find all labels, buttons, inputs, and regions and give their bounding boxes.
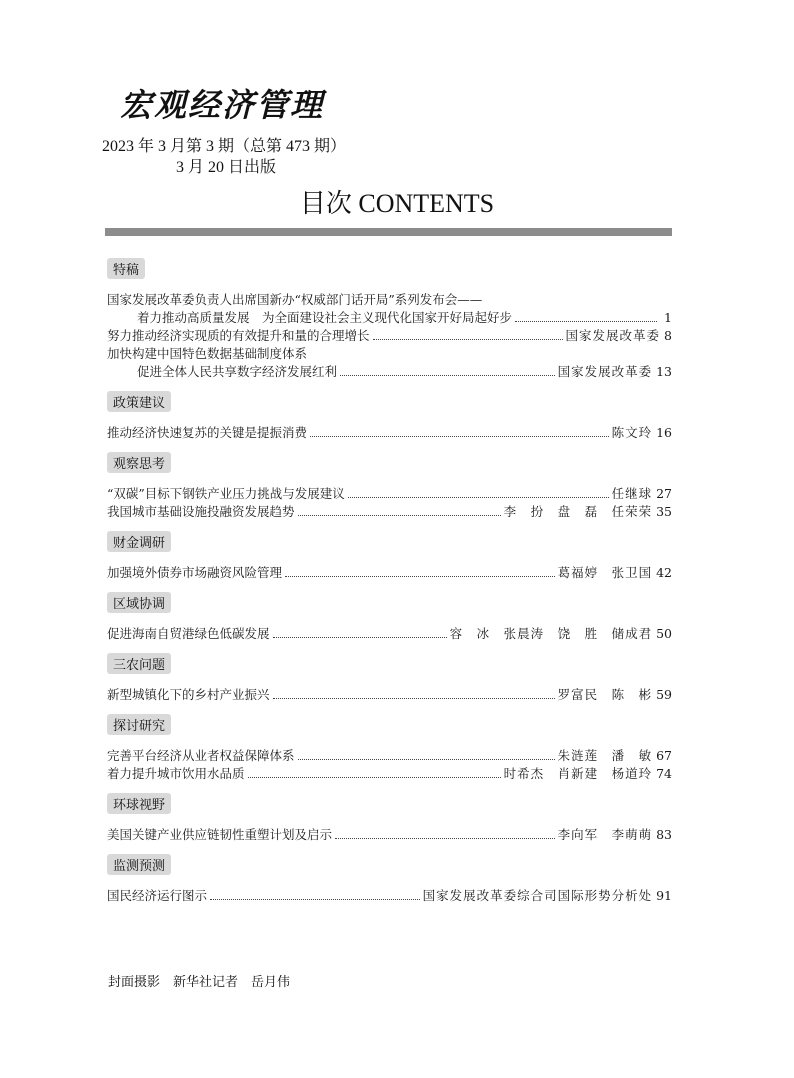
- section-label: 观察思考: [107, 452, 171, 473]
- article-author: 任继球: [611, 486, 653, 501]
- article-author: 容 冰 张晨涛 饶 胜 储成君: [449, 626, 653, 641]
- contents-title: 目次 CONTENTS: [299, 189, 495, 218]
- issue-info: 2023 年 3 月第 3 期（总第 473 期）: [102, 138, 347, 155]
- toc-section: [107, 714, 672, 783]
- toc-entry-line: [107, 363, 672, 381]
- page-number: 16: [656, 425, 672, 440]
- toc-section: [107, 854, 672, 905]
- article-author: 时希杰 肖新建 杨道玲: [503, 766, 653, 781]
- toc-section: [107, 452, 672, 521]
- article-title: 着力推动高质量发展 为全面建设社会主义现代化国家开好局起好步: [137, 310, 513, 325]
- toc-entry[interactable]: [107, 686, 672, 704]
- page-number: 91: [656, 888, 672, 903]
- toc-section: [107, 653, 672, 704]
- dot-leader: [340, 375, 555, 376]
- toc-entry-line: [107, 887, 672, 905]
- toc-entry[interactable]: [107, 424, 672, 442]
- page-number: 50: [656, 626, 672, 641]
- page-number: 42: [656, 565, 672, 580]
- page-number: 59: [656, 687, 672, 702]
- article-title: 促进海南自贸港绿色低碳发展: [107, 626, 270, 641]
- article-author: 陈文玲: [611, 425, 653, 440]
- cover-photo-credit: 封面摄影 新华社记者 岳月伟: [108, 975, 291, 990]
- article-title: 努力推动经济实现质的有效提升和量的合理增长: [107, 328, 370, 343]
- article-title: 加快构建中国特色数据基础制度体系: [107, 346, 308, 361]
- journal-masthead: 宏观经济管理: [120, 86, 325, 124]
- section-label: 环球视野: [107, 793, 171, 814]
- toc-entry-line: [107, 424, 672, 442]
- publish-date: 3 月 20 日出版: [176, 159, 277, 176]
- article-title: 国民经济运行图示: [107, 888, 208, 903]
- section-label: 财金调研: [107, 531, 171, 552]
- toc-section: [107, 793, 672, 844]
- article-author: 李向军 李萌萌: [557, 827, 653, 842]
- toc-section: [107, 592, 672, 643]
- toc-entry[interactable]: [107, 765, 672, 783]
- article-title: 完善平台经济从业者权益保障体系: [107, 748, 295, 763]
- article-title: 促进全体人民共享数字经济发展红利: [137, 364, 338, 379]
- page-number: 13: [656, 364, 672, 379]
- page-number: 74: [656, 766, 672, 781]
- dot-leader: [210, 899, 420, 900]
- toc-entry-line: [107, 485, 672, 503]
- toc-entry[interactable]: [107, 625, 672, 643]
- article-author: 李 扮 盘 磊 任荣荣: [503, 504, 653, 519]
- section-label: 监测预测: [107, 854, 171, 875]
- toc-section: [107, 258, 672, 381]
- toc-entry[interactable]: [107, 345, 672, 381]
- dot-leader: [335, 838, 555, 839]
- section-label: 探讨研究: [107, 714, 171, 735]
- article-title: 着力提升城市饮用水品质: [107, 766, 245, 781]
- toc-entry[interactable]: [107, 887, 672, 905]
- toc-entry[interactable]: [107, 747, 672, 765]
- article-title: 我国城市基础设施投融资发展趋势: [107, 504, 295, 519]
- article-author: 朱涟莲 潘 敏: [557, 748, 653, 763]
- dot-leader: [310, 436, 609, 437]
- page-number: 83: [656, 827, 672, 842]
- header-rule: [105, 228, 672, 236]
- article-author: 国家发展改革委综合司国际形势分析处: [422, 888, 653, 903]
- section-label: 三农问题: [107, 653, 171, 674]
- toc-entry[interactable]: [107, 291, 672, 327]
- toc-section: [107, 531, 672, 582]
- article-author: 罗富民 陈 彬: [557, 687, 653, 702]
- toc-entry-line: [107, 291, 672, 309]
- dot-leader: [348, 497, 609, 498]
- dot-leader: [273, 637, 447, 638]
- article-author: 国家发展改革委: [557, 364, 653, 379]
- article-author: 葛福婷 张卫国: [557, 565, 653, 580]
- toc-entry-line: [107, 327, 672, 345]
- article-title: 美国关键产业供应链韧性重塑计划及启示: [107, 827, 333, 842]
- toc-entry[interactable]: [107, 826, 672, 844]
- toc-entry-line: [107, 309, 672, 327]
- toc-section: [107, 391, 672, 442]
- toc-entry-line: [107, 826, 672, 844]
- toc-entry-line: [107, 686, 672, 704]
- dot-leader: [273, 698, 555, 699]
- article-title: 推动经济快速复苏的关键是提振消费: [107, 425, 308, 440]
- toc-entry-line: [107, 503, 672, 521]
- toc-entry[interactable]: [107, 327, 672, 345]
- toc-entry[interactable]: [107, 503, 672, 521]
- table-of-contents: [107, 258, 672, 915]
- section-label: 区域协调: [107, 592, 171, 613]
- page-number: 1: [664, 310, 672, 325]
- dot-leader: [373, 339, 563, 340]
- toc-entry-line: [107, 765, 672, 783]
- toc-entry-line: [107, 625, 672, 643]
- page-number: 67: [656, 748, 672, 763]
- dot-leader: [285, 576, 555, 577]
- toc-entry[interactable]: [107, 564, 672, 582]
- article-author: 国家发展改革委: [565, 328, 661, 343]
- article-title: 加强境外债券市场融资风险管理: [107, 565, 283, 580]
- dot-leader: [298, 515, 501, 516]
- page-number: 35: [656, 504, 672, 519]
- toc-entry-line: [107, 345, 672, 363]
- section-label: 特稿: [107, 258, 145, 279]
- section-label: 政策建议: [107, 391, 171, 412]
- dot-leader: [248, 777, 501, 778]
- page-number: 8: [664, 328, 672, 343]
- toc-entry-line: [107, 747, 672, 765]
- article-title: 新型城镇化下的乡村产业振兴: [107, 687, 270, 702]
- article-title: “双碳”目标下钢铁产业压力挑战与发展建议: [107, 486, 345, 501]
- toc-entry-line: [107, 564, 672, 582]
- dot-leader: [515, 321, 657, 322]
- article-title: 国家发展改革委负责人出席国新办“权威部门话开局”系列发布会——: [107, 292, 483, 307]
- dot-leader: [298, 759, 555, 760]
- toc-entry[interactable]: [107, 485, 672, 503]
- page-number: 27: [656, 486, 672, 501]
